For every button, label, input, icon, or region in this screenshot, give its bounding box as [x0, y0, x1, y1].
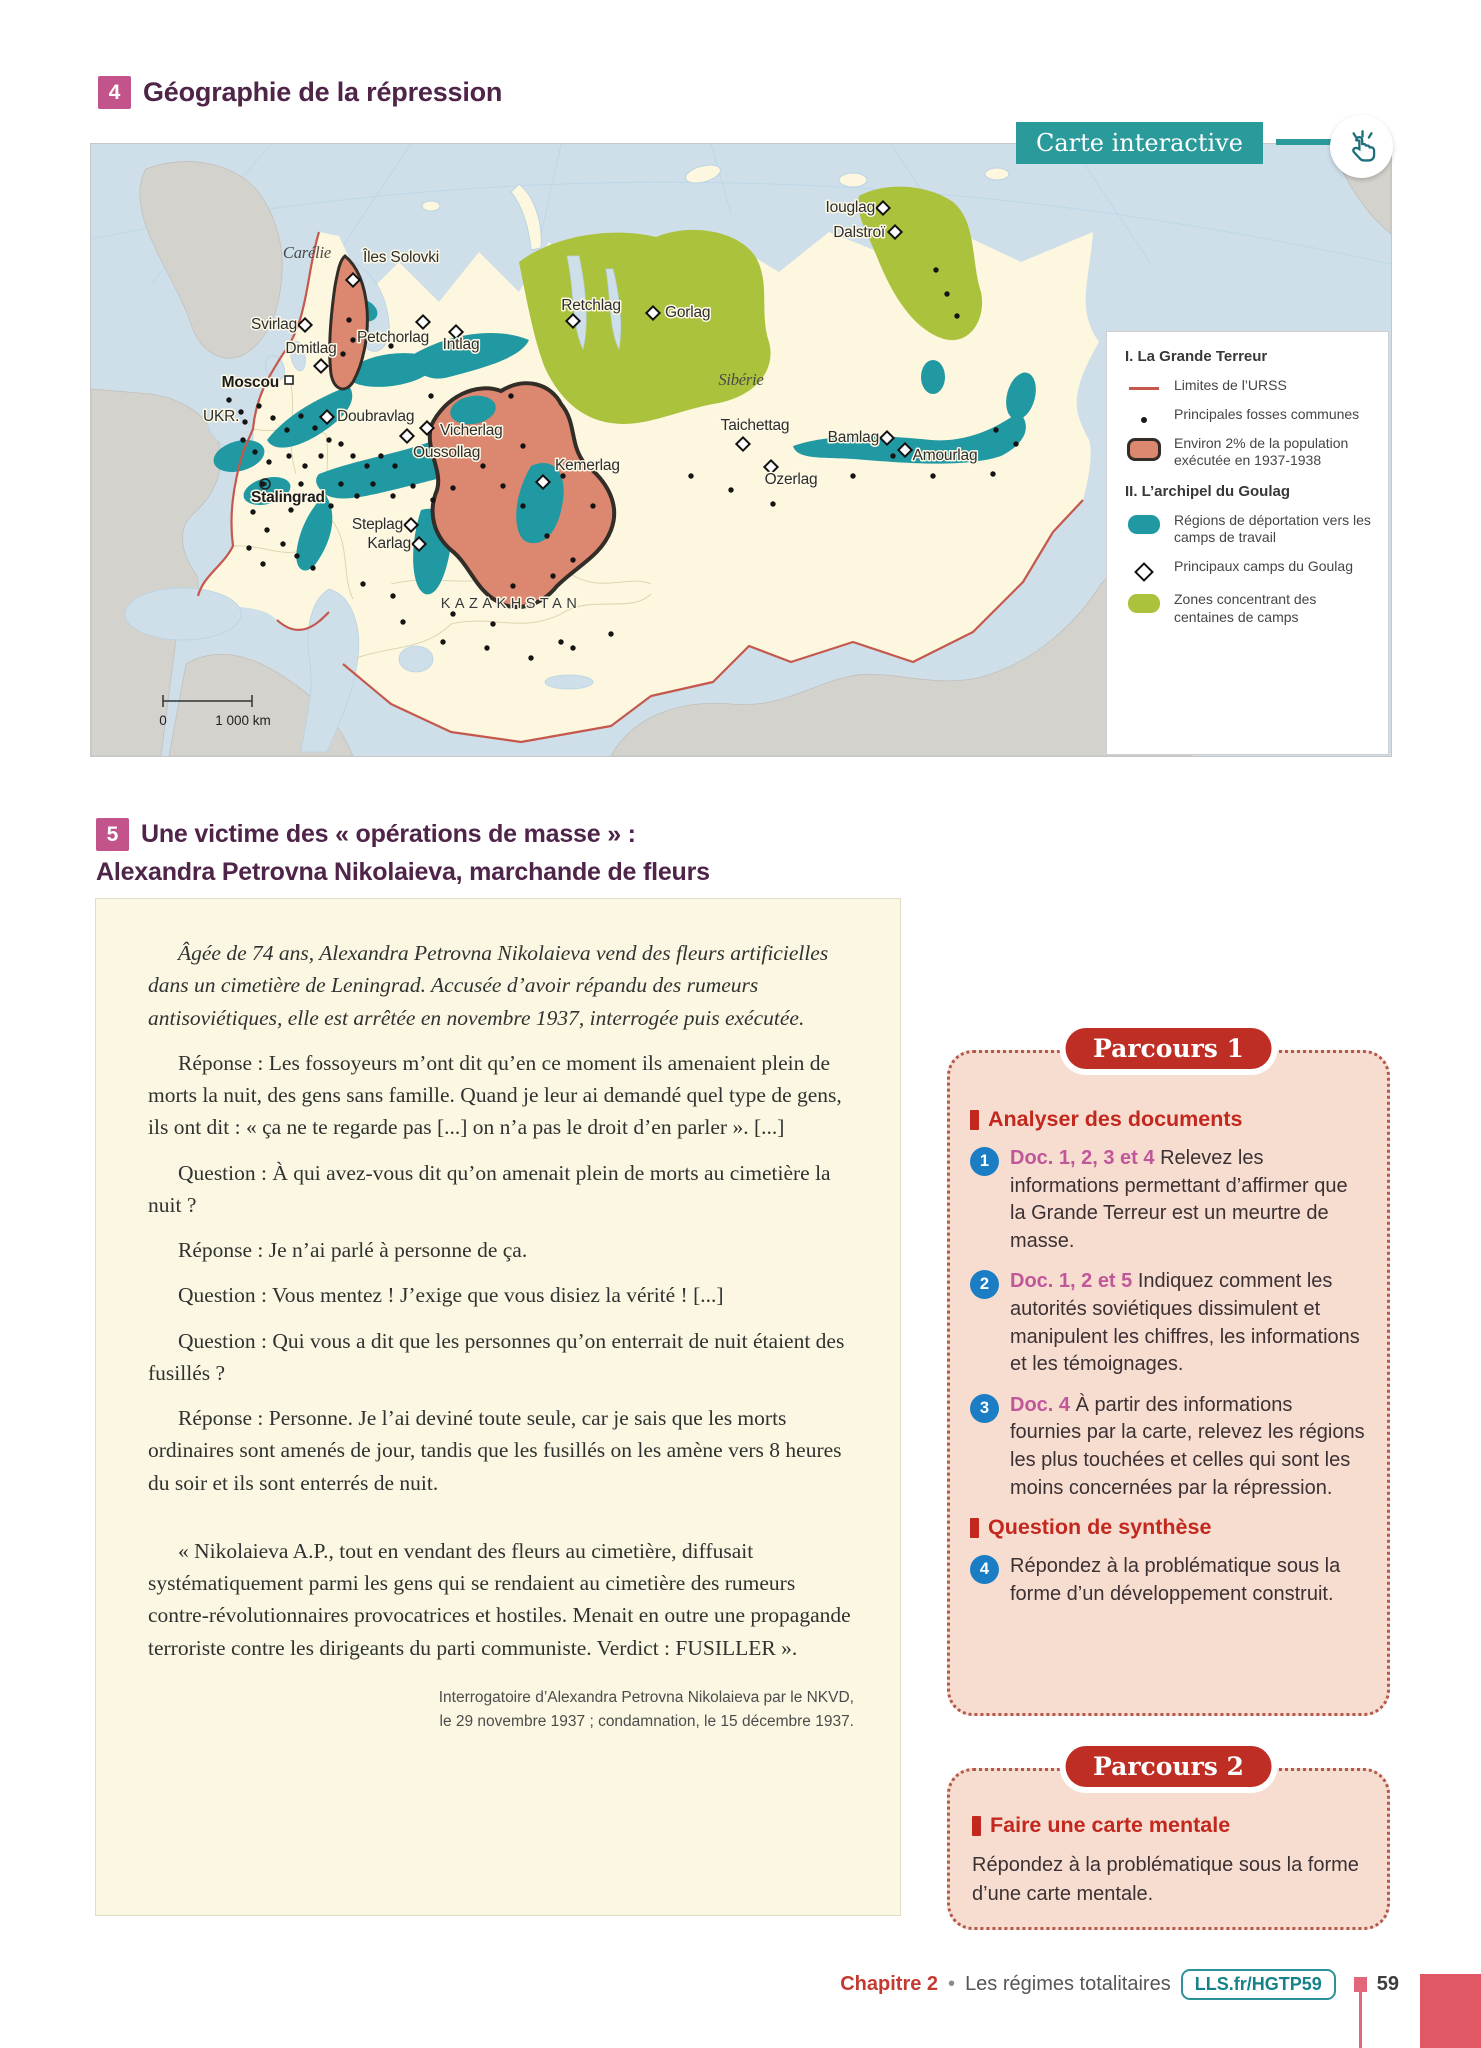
mass-grave-dot — [933, 267, 938, 272]
mass-grave-dot — [364, 463, 369, 468]
map-label-intlag: Intlag — [442, 336, 480, 353]
question-text: Doc. 1, 2, 3 et 4 Relevez les informations permettant d’affirmer que la Grande Terreur est un meurtre de masse. — [1010, 1147, 1348, 1252]
legend-swatch-dot — [1125, 406, 1163, 423]
mass-grave-dot — [480, 463, 485, 468]
mass-grave-dot — [954, 313, 959, 318]
mass-grave-dot — [728, 487, 733, 492]
map-label-retchlag: Retchlag — [561, 297, 621, 314]
map-label-gorlag: Gorlag — [665, 304, 711, 321]
doc4-title: Géographie de la répression — [143, 77, 503, 107]
mass-grave-dot — [550, 573, 555, 578]
mass-grave-dot — [392, 463, 397, 468]
mass-grave-dot — [350, 453, 355, 458]
mass-grave-dot — [298, 413, 303, 418]
parcours-section-heading — [970, 1107, 1365, 1132]
mass-grave-dot — [350, 337, 355, 342]
map-label-car-lie: Carélie — [282, 243, 331, 262]
doc-source — [148, 1686, 854, 1734]
interrogation-document — [95, 898, 901, 1916]
doc-paragraph: Réponse : Les fossoyeurs m’ont dit qu’en ce moment ils amenaient plein de morts la nuit, des gens sans famille. Quand je leur ai demandé quel type de gens, ils ont dit : « ça ne te regarde pas [...] on n’a pas le droit d’en parler ». [...] — [148, 1050, 842, 1140]
legend-swatch-line — [1125, 377, 1163, 394]
doc-paragraph: Réponse : Personne. Je l’ai deviné toute seule, car je sais que les morts ordinaires sont amenés de jour, tandis que les fusillés on les amène vers 8 heures du soir et ils sont enterrés de nuit. — [148, 1406, 842, 1495]
mass-grave-dot — [520, 443, 525, 448]
mass-grave-dot — [340, 351, 345, 356]
mass-grave-dot — [484, 645, 489, 650]
section-bullet — [972, 1816, 981, 1836]
mass-grave-dot — [428, 393, 433, 398]
legend-swatch-diamond — [1125, 558, 1163, 579]
city-marker-dot — [263, 482, 267, 486]
mass-grave-dot — [302, 463, 307, 468]
mass-grave-dot — [1013, 441, 1018, 446]
map-label-karlag: Karlag — [367, 535, 411, 552]
map-label-ozerlag: Ozerlag — [764, 471, 818, 488]
mass-grave-dot — [688, 473, 693, 478]
doc-source-line2: le 29 novembre 1937 ; condamnation, le 15 décembre 1937. — [439, 1712, 854, 1730]
dot-swatch — [1141, 417, 1147, 423]
mass-grave-dot — [294, 553, 299, 558]
question-item — [970, 1268, 1365, 1378]
map-legend — [1106, 331, 1389, 755]
mass-grave-dot — [608, 631, 613, 636]
mass-grave-dot — [378, 453, 383, 458]
mass-grave-dot — [520, 503, 525, 508]
question-text: Répondez à la problématique sous la forme d’un développement construit. — [1010, 1555, 1341, 1605]
doc-source-line1: Interrogatoire d’Alexandra Petrovna Nikolaieva par le NKVD, — [438, 1688, 854, 1706]
legend-item — [1125, 558, 1376, 579]
parcours-2-badge: Parcours 2 — [1065, 1746, 1272, 1787]
mass-grave-dot — [354, 493, 359, 498]
question-number: 3 — [970, 1394, 999, 1423]
mass-grave-dot — [990, 471, 995, 476]
mass-grave-dot — [510, 583, 515, 588]
doc5-title-line1: Une victime des « opérations de masse » : — [141, 820, 636, 848]
mass-grave-dot — [270, 415, 275, 420]
mass-grave-dot — [252, 449, 257, 454]
mass-grave-dot — [450, 485, 455, 490]
doc-paragraph: Question : Qui vous a dit que les personnes qu’on enterrait de nuit étaient des fusillés ? — [148, 1328, 845, 1385]
question-number: 1 — [970, 1147, 999, 1176]
mass-grave-dot — [390, 593, 395, 598]
legend-swatch-teal — [1125, 512, 1163, 546]
mass-grave-dot — [266, 459, 271, 464]
gulag-map — [90, 143, 1392, 757]
map-label-svirlag: Svirlag — [251, 316, 297, 333]
mass-grave-dot — [264, 527, 269, 532]
mass-grave-dot — [930, 473, 935, 478]
mass-grave-dot — [528, 655, 533, 660]
parcours-1-badge: Parcours 1 — [1065, 1028, 1272, 1069]
map-label-amourlag: Amourlag — [912, 447, 978, 464]
mass-grave-dot — [570, 557, 575, 562]
legend-title-gulag: II. L’archipel du Goulag — [1125, 483, 1291, 501]
mass-grave-dot — [246, 545, 251, 550]
teal-swatch — [1128, 515, 1160, 534]
doc-verdict: « Nikolaieva A.P., tout en vendant des fleurs au cimetière, diffusait systématiquement parmi les gens qui se rendaient au cimetière des rumeurs contre-révolutionnaires provocatrices et hostiles. Menait en outre une propagande terroriste contre les dirigeants du parti communiste. Verdict : FUSILLER ». — [148, 1538, 851, 1660]
legend-swatch-olive — [1125, 591, 1163, 625]
footer-book-title: Les régimes totalitaires — [965, 1973, 1171, 1995]
parcours-2-panel — [947, 1752, 1390, 1930]
mass-grave-dot — [993, 427, 998, 432]
mass-grave-dot — [400, 619, 405, 624]
map-label-bamlag: Bamlag — [827, 429, 879, 446]
mass-grave-dot — [450, 611, 455, 616]
mass-grave-dot — [318, 453, 323, 458]
mass-grave-dot — [284, 427, 289, 432]
mass-grave-dot — [286, 453, 291, 458]
mass-grave-dot — [570, 645, 575, 650]
map-label-dalstro: Dalstroï — [833, 224, 885, 241]
question-text: Doc. 1, 2 et 5 Indiquez comment les autorités soviétiques dissimulent et manipulent les chiffres, les informations et les témoignages. — [1010, 1270, 1360, 1376]
map-label-ukr: UKR. — [203, 408, 240, 425]
city-label-moscou: Moscou — [221, 374, 279, 391]
question-doc-refs: Doc. 1, 2 et 5 — [1010, 1270, 1138, 1293]
footer-separator: • — [948, 1973, 956, 1995]
map-label-vicherlag: Vicherlag — [440, 422, 503, 439]
mass-grave-dot — [240, 437, 245, 442]
mass-grave-dot — [770, 501, 775, 506]
question-item — [970, 1145, 1365, 1255]
map-label-kemerlag: Kemerlag — [555, 457, 620, 474]
doc-paragraph: Question : Vous mentez ! J’exige que vous disiez la vérité ! [...] — [178, 1283, 724, 1308]
map-label-doubravlag: Doubravlag — [337, 408, 415, 425]
question-doc-refs: Doc. 1, 2, 3 et 4 — [1010, 1147, 1161, 1169]
section-bullet — [970, 1110, 979, 1130]
legend-title-terror: I. La Grande Terreur — [1125, 348, 1268, 365]
heading-text: Analyser des documents — [988, 1107, 1243, 1131]
footer-link-badge[interactable]: LLS.fr/HGTP59 — [1181, 1969, 1336, 2000]
map-label-sib-rie: Sibérie — [718, 370, 764, 389]
map-label-kazakhstan: KAZAKHSTAN — [440, 596, 582, 612]
click-hand-icon[interactable] — [1330, 115, 1393, 178]
diamond-swatch — [1134, 563, 1154, 583]
mass-grave-dot — [346, 317, 351, 322]
mass-grave-dot — [260, 561, 265, 566]
mass-grave-dot — [226, 397, 231, 402]
mass-grave-dot — [440, 639, 445, 644]
mass-grave-dot — [298, 481, 303, 486]
question-number: 4 — [970, 1555, 999, 1584]
map-label-dmitlag: Dmitlag — [285, 340, 337, 357]
legend-swatch-salmon — [1125, 435, 1163, 469]
mass-grave-dot — [370, 481, 375, 486]
heading-text: Question de synthèse — [988, 1515, 1212, 1540]
mass-grave-dot — [944, 291, 949, 296]
question-number: 2 — [970, 1270, 999, 1299]
line-swatch — [1129, 387, 1159, 390]
svg-text:1 000 km: 1 000 km — [215, 713, 271, 728]
legend-item-text: Principaux camps du Goulag — [1174, 558, 1353, 575]
footer-chapter: Chapitre 2 — [840, 1973, 939, 1995]
mass-grave-dot — [490, 621, 495, 626]
doc-paragraph: Réponse : Je n’ai parlé à personne de ça. — [178, 1238, 528, 1262]
map-label-les-solovki: Îles Solovki — [363, 249, 439, 266]
map-label-iouglag: Iouglag — [825, 199, 875, 216]
map-label-steplag: Steplag — [351, 516, 403, 533]
question-doc-refs: Doc. 4 — [1010, 1393, 1076, 1416]
question-text: Doc. 4 À partir des informations fournies par la carte, relevez les régions les plus touchées et celles qui sont les moins concernées par la répression. — [1010, 1393, 1365, 1499]
mass-grave-dot — [256, 403, 261, 408]
interactive-map-button[interactable]: Carte interactive — [1016, 122, 1263, 164]
mass-grave-dot — [250, 509, 255, 514]
mass-grave-dot — [338, 481, 343, 486]
parcours-2-text: Répondez à la problématique sous la forme d’une carte mentale. — [972, 1854, 1359, 1905]
page-footer — [840, 1969, 1399, 2000]
mass-grave-dot — [544, 533, 549, 538]
mass-grave-dot — [328, 503, 333, 508]
question-item — [970, 1553, 1365, 1608]
footer-page-marker — [1354, 1977, 1367, 1992]
mass-grave-dot — [310, 565, 315, 570]
parcours-1-panel — [947, 1034, 1390, 1716]
legend-part-2 — [1125, 483, 1376, 625]
salmon-swatch — [1127, 438, 1161, 461]
mass-grave-dot — [410, 483, 415, 488]
legend-item-text: Environ 2% de la population exécutée en 1937-1938 — [1174, 435, 1349, 469]
mass-grave-dot — [390, 493, 395, 498]
doc-paragraphs — [148, 1047, 854, 1499]
olive-swatch — [1128, 594, 1160, 613]
mass-grave-dot — [560, 473, 565, 478]
mass-grave-dot — [590, 503, 595, 508]
parcours-section-heading — [970, 1515, 1365, 1540]
legend-item-text: Régions de déportation vers les camps de travail — [1174, 512, 1371, 546]
parcours-2-content — [950, 1771, 1387, 1923]
legend-part-1 — [1125, 348, 1376, 469]
legend-item — [1125, 377, 1376, 394]
question-item — [970, 1392, 1365, 1502]
svg-text:0: 0 — [159, 713, 167, 728]
map-label-taichettag: Taichettag — [720, 417, 790, 434]
badge-connector-line — [1276, 139, 1336, 145]
parcours-1-content — [950, 1053, 1387, 1637]
doc4-header — [98, 76, 502, 109]
legend-item — [1125, 512, 1376, 546]
legend-item — [1125, 591, 1376, 625]
parcours-2-heading: Faire une carte mentale — [990, 1813, 1231, 1837]
mass-grave-dot — [326, 437, 331, 442]
mass-grave-dot — [242, 419, 247, 424]
map-label-oussollag: Oussollag — [413, 444, 481, 461]
mass-grave-dot — [508, 393, 513, 398]
mass-grave-dot — [338, 441, 343, 446]
city-label-stalingrad: Stalingrad — [251, 489, 325, 506]
legend-item — [1125, 435, 1376, 469]
mass-grave-dot — [850, 473, 855, 478]
legend-item-text: Limites de l’URSS — [1174, 377, 1287, 393]
mass-grave-dot — [558, 639, 563, 644]
mass-grave-dot — [360, 581, 365, 586]
city-marker-moscou — [285, 376, 293, 384]
legend-item — [1125, 406, 1376, 423]
section-bullet — [970, 1518, 979, 1538]
map-label-petchorlag: Petchorlag — [356, 329, 430, 346]
legend-item-text: Zones concentrant des centaines de camps — [1174, 591, 1317, 625]
mass-grave-dot — [890, 453, 895, 458]
mass-grave-dot — [288, 507, 293, 512]
doc-paragraph: Question : À qui avez-vous dit qu’on amenait plein de morts au cimetière la nuit ? — [148, 1160, 831, 1217]
doc5-number-badge: 5 — [96, 818, 129, 851]
doc4-number-badge: 4 — [98, 76, 131, 109]
mass-grave-dot — [280, 541, 285, 546]
doc5-title-line2: Alexandra Petrovna Nikolaieva, marchande de fleurs — [96, 858, 710, 886]
legend-item-text: Principales fosses communes — [1174, 406, 1360, 423]
mass-grave-dot — [312, 425, 317, 430]
footer-page-number: 59 — [1376, 1973, 1399, 1995]
doc-intro: Âgée de 74 ans, Alexandra Petrovna Nikolaieva vend des fleurs artificielles dans un cimetière de Leningrad. Accusée d’avoir répandu des rumeurs antisoviétiques, elle est arrêtée en novembre 1937, interrogée puis exécutée. — [148, 941, 829, 1030]
doc5-header — [96, 818, 926, 887]
mass-grave-dot — [430, 497, 435, 502]
page-edge-tab — [1420, 1974, 1481, 2048]
mass-grave-dot — [500, 483, 505, 488]
